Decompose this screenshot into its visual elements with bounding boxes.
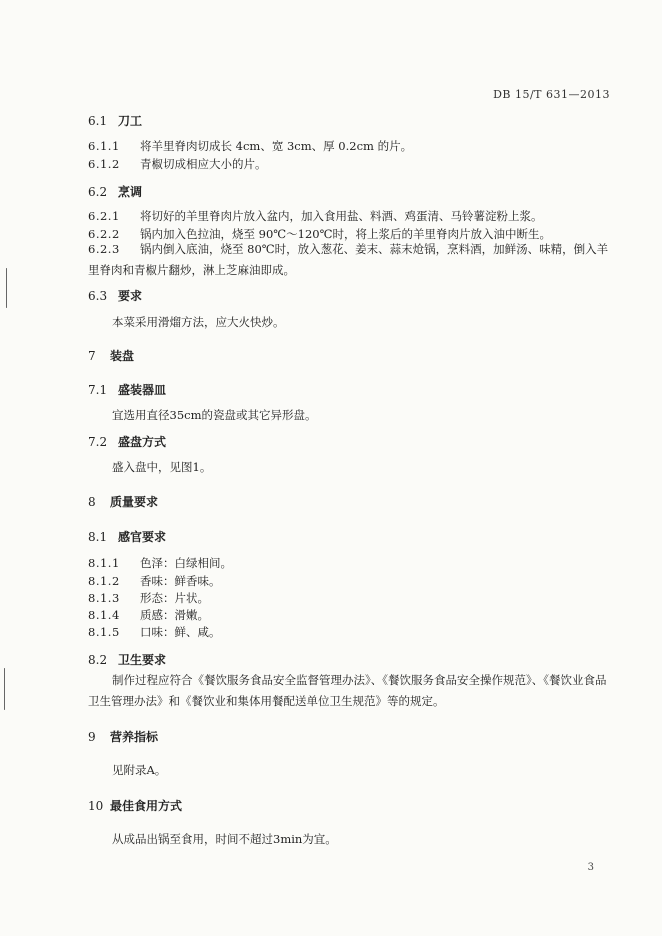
section-heading-6-2: 6.2 烹调: [88, 185, 143, 199]
clause-6-2-3: 6.2.3 锅内倒入底油，烧至 80℃时，放入葱花、姜末、蒜末炝锅，烹料酒，加鲜汤、味精，倒入羊里脊肉和青椒片翻炒，淋上芝麻油即成。: [88, 242, 609, 277]
section-heading-6-1: 6.1 刀工: [88, 114, 143, 128]
clause-6-1-1: 6.1.1 将羊里脊肉切成长 4cm、宽 3cm、厚 0.2cm 的片。: [88, 139, 413, 153]
section-heading-8: 8 质量要求: [88, 495, 159, 509]
clause-6-2-1: 6.2.1 将切好的羊里脊肉片放入盆内，加入食用盐、料酒、鸡蛋清、马铃薯淀粉上浆。: [88, 209, 543, 223]
clause-8-1-3: 8.1.3 形态：片状。: [88, 591, 209, 605]
clause-8-1-1: 8.1.1 色泽：白绿相间。: [88, 556, 232, 570]
section-heading-9: 9 营养指标: [88, 730, 159, 744]
clause-6-1-2: 6.1.2 青椒切成相应大小的片。: [88, 157, 267, 171]
section-heading-8-2: 8.2 卫生要求: [88, 653, 167, 667]
scan-mark-bottom: [4, 668, 5, 710]
clause-8-1-4: 8.1.4 质感：滑嫩。: [88, 608, 209, 622]
page-number: 3: [587, 862, 594, 873]
section-7-1-text: 宜选用直径35cm的瓷盘或其它异形盘。: [112, 408, 317, 422]
scan-mark-top: [6, 268, 7, 308]
section-9-text: 见附录A。: [112, 763, 167, 777]
clause-8-1-5: 8.1.5 口味：鲜、咸。: [88, 625, 221, 639]
section-6-3-text: 本菜采用滑熘方法，应大火快炒。: [112, 315, 285, 329]
section-heading-10: 10 最佳食用方式: [88, 799, 183, 813]
section-10-text: 从成品出锅至食用，时间不超过3min为宜。: [112, 832, 337, 846]
section-heading-7-2: 7.2 盛盘方式: [88, 435, 167, 449]
section-heading-7: 7 装盘: [88, 349, 135, 363]
section-7-2-text: 盛入盘中，见图1。: [112, 460, 212, 474]
clause-8-1-2: 8.1.2 香味：鲜香味。: [88, 574, 221, 588]
section-heading-7-1: 7.1 盛装器皿: [88, 383, 167, 397]
section-heading-8-1: 8.1 感官要求: [88, 530, 167, 544]
section-heading-6-3: 6.3 要求: [88, 289, 143, 303]
section-8-2-text: 制作过程应符合《餐饮服务食品安全监督管理办法》、《餐饮服务食品安全操作规范》、《餐饮业食品卫生管理办法》和《餐饮业和集体用餐配送单位卫生规范》等的规定。: [88, 673, 607, 708]
clause-6-2-2: 6.2.2 锅内加入色拉油，烧至 90℃～120℃时，将上浆后的羊里脊肉片放入油中断生。: [88, 227, 551, 241]
standard-code: DB 15/T 631—2013: [493, 88, 610, 101]
